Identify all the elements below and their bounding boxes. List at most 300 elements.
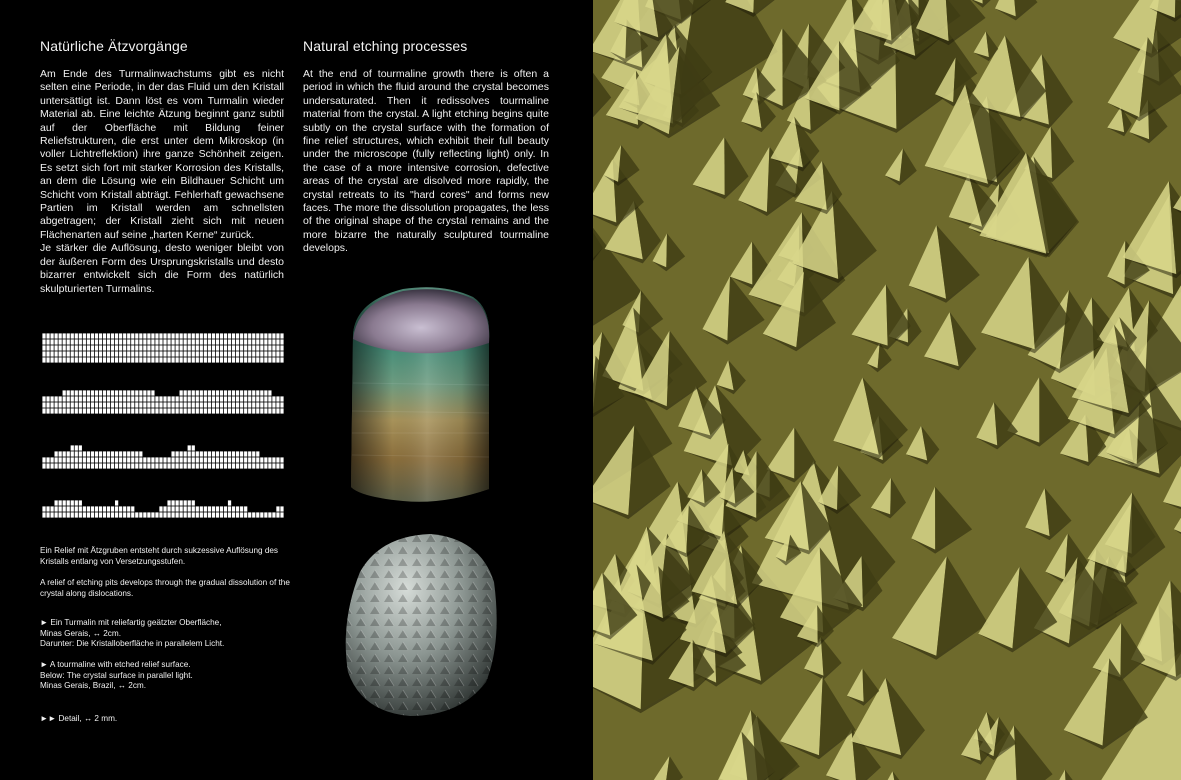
diagram-cell — [224, 357, 227, 362]
diagram-cell — [192, 396, 195, 401]
diagram-cell — [143, 333, 146, 338]
diagram-cell — [180, 396, 183, 401]
diagram-cell — [79, 512, 82, 517]
diagram-cell — [143, 396, 146, 401]
diagram-cell — [248, 451, 251, 456]
diagram-cell — [208, 339, 211, 344]
diagram-cell — [127, 339, 130, 344]
diagram-cell — [67, 408, 70, 413]
diagram-cell — [50, 408, 53, 413]
diagram-cell — [59, 345, 62, 350]
diagram-cell — [111, 396, 114, 401]
diagram-cell — [236, 345, 239, 350]
diagram-cell — [123, 457, 126, 462]
diagram-cell — [83, 457, 86, 462]
diagram-cell — [244, 457, 247, 462]
diagram-cell — [71, 402, 74, 407]
diagram-cell — [79, 333, 82, 338]
diagram-cell — [192, 463, 195, 468]
diagram-cell — [192, 457, 195, 462]
diagram-cell — [200, 339, 203, 344]
diagram-cell — [224, 333, 227, 338]
diagram-cell — [244, 408, 247, 413]
diagram-cell — [163, 463, 166, 468]
diagram-cell — [103, 463, 106, 468]
diagram-cell — [46, 512, 49, 517]
diagram-cell — [46, 402, 49, 407]
diagram-cell — [59, 357, 62, 362]
diagram-cell — [131, 463, 134, 468]
diagram-cell — [155, 339, 158, 344]
diagram-cell — [280, 345, 283, 350]
diagram-cell — [123, 351, 126, 356]
diagram-cell — [272, 408, 275, 413]
diagram-cell — [192, 506, 195, 511]
diagram-cell — [272, 396, 275, 401]
diagram-cell — [42, 463, 45, 468]
diagram-cell — [147, 357, 150, 362]
photo-caption-en-line: Below: The crystal surface in parallel light. — [40, 670, 193, 680]
diagram-cell — [252, 457, 255, 462]
diagram-cell — [87, 351, 90, 356]
diagram-cell — [95, 408, 98, 413]
diagram-cell — [196, 451, 199, 456]
diagram-cell — [248, 357, 251, 362]
diagram-cell — [139, 396, 142, 401]
diagram-cell — [200, 451, 203, 456]
diagram-cell — [79, 506, 82, 511]
diagram-cell — [135, 451, 138, 456]
diagram-cell — [244, 357, 247, 362]
diagram-cell — [59, 396, 62, 401]
diagram-cell — [135, 345, 138, 350]
diagram-cell — [119, 345, 122, 350]
diagram-cell — [184, 357, 187, 362]
diagram-cell — [228, 390, 231, 395]
diagram-cell — [192, 333, 195, 338]
diagram-cell — [272, 351, 275, 356]
diagram-cell — [59, 351, 62, 356]
diagram-cell — [220, 357, 223, 362]
diagram-cell — [59, 512, 62, 517]
diagram-cell — [232, 506, 235, 511]
diagram-cell — [240, 333, 243, 338]
diagram-cell — [71, 512, 74, 517]
diagram-cell — [111, 345, 114, 350]
diagram-cell — [119, 506, 122, 511]
diagram-cell — [119, 339, 122, 344]
diagram-cell — [196, 506, 199, 511]
diagram-cell — [91, 390, 94, 395]
diagram-cell — [67, 345, 70, 350]
diagram-cell — [46, 463, 49, 468]
diagram-cell — [75, 390, 78, 395]
diagram-cell — [171, 396, 174, 401]
diagram-cell — [79, 357, 82, 362]
diagram-cell — [208, 357, 211, 362]
diagram-cell — [272, 457, 275, 462]
diagram-cell — [59, 463, 62, 468]
diagram-cell — [123, 390, 126, 395]
diagram-cell — [159, 357, 162, 362]
diagram-cell — [252, 451, 255, 456]
diagram-cell — [42, 402, 45, 407]
diagram-cell — [135, 402, 138, 407]
diagram-cell — [260, 357, 263, 362]
diagram-cell — [87, 463, 90, 468]
diagram-cell — [71, 445, 74, 450]
etched-surface-detail-photo — [593, 0, 1181, 780]
diagram-cell — [167, 339, 170, 344]
diagram-cell — [264, 333, 267, 338]
diagram-cell — [256, 345, 259, 350]
diagram-cell — [204, 457, 207, 462]
diagram-cell — [252, 512, 255, 517]
diagram-cell — [260, 457, 263, 462]
diagram-cell — [212, 333, 215, 338]
diagram-cell — [272, 333, 275, 338]
diagram-cell — [139, 451, 142, 456]
diagram-cell — [87, 512, 90, 517]
diagram-cell — [272, 463, 275, 468]
diagram-cell — [50, 345, 53, 350]
diagram-cell — [204, 351, 207, 356]
diagram-cell — [204, 396, 207, 401]
dissolution-diagram-stage-1 — [42, 333, 284, 363]
diagram-cell — [260, 345, 263, 350]
diagram-cell — [159, 396, 162, 401]
diagram-cell — [244, 463, 247, 468]
diagram-cell — [147, 402, 150, 407]
diagram-cell — [184, 512, 187, 517]
diagram-cell — [176, 500, 179, 505]
diagram-cell — [208, 402, 211, 407]
german-heading: Natürliche Ätzvorgänge — [40, 38, 188, 54]
diagram-cell — [208, 345, 211, 350]
diagram-cell — [248, 339, 251, 344]
diagram-cell — [151, 390, 154, 395]
diagram-cell — [135, 333, 138, 338]
diagram-cell — [204, 333, 207, 338]
diagram-cell — [139, 333, 142, 338]
diagram-cell — [83, 396, 86, 401]
diagram-cell — [196, 390, 199, 395]
diagram-cell — [83, 408, 86, 413]
diagram-cell — [131, 351, 134, 356]
diagram-cell — [196, 357, 199, 362]
diagram-cell — [151, 351, 154, 356]
diagram-cell — [224, 512, 227, 517]
diagram-cell — [167, 408, 170, 413]
diagram-cell — [268, 457, 271, 462]
diagram-cell — [107, 512, 110, 517]
diagram-cell — [232, 345, 235, 350]
diagram-cell — [143, 408, 146, 413]
diagram-cell — [212, 351, 215, 356]
diagram-cell — [115, 463, 118, 468]
diagram-cell — [276, 396, 279, 401]
diagram-cell — [256, 451, 259, 456]
diagram-cell — [240, 402, 243, 407]
diagram-cell — [260, 333, 263, 338]
diagram-cell — [188, 506, 191, 511]
diagram-cell — [111, 451, 114, 456]
diagram-cell — [115, 345, 118, 350]
diagram-cell — [268, 351, 271, 356]
diagram-cell — [167, 345, 170, 350]
photo-caption-german — [40, 618, 290, 650]
diagram-cell — [111, 390, 114, 395]
tourmaline-crystal-photo — [343, 283, 495, 505]
diagram-cell — [107, 451, 110, 456]
diagram-cell — [42, 333, 45, 338]
diagram-cell — [171, 500, 174, 505]
diagram-cell — [272, 345, 275, 350]
diagram-cell — [119, 408, 122, 413]
diagram-cell — [95, 333, 98, 338]
diagram-cell — [176, 339, 179, 344]
diagram-cell — [256, 463, 259, 468]
diagram-cell — [232, 390, 235, 395]
english-heading: Natural etching processes — [303, 38, 468, 54]
diagram-cell — [264, 357, 267, 362]
diagram-cell — [232, 463, 235, 468]
diagram-cell — [42, 457, 45, 462]
diagram-cell — [220, 402, 223, 407]
diagram-cell — [79, 351, 82, 356]
diagram-cell — [91, 402, 94, 407]
diagram-cell — [139, 357, 142, 362]
diagram-cell — [91, 333, 94, 338]
diagram-cell — [216, 357, 219, 362]
diagram-cell — [50, 506, 53, 511]
diagram-cell — [188, 402, 191, 407]
diagram-cell — [99, 408, 102, 413]
diagram-cell — [71, 408, 74, 413]
diagram-cell — [212, 457, 215, 462]
diagram-cell — [50, 512, 53, 517]
diagram-cell — [91, 512, 94, 517]
diagram-cell — [196, 457, 199, 462]
diagram-cell — [75, 402, 78, 407]
diagram-cell — [184, 396, 187, 401]
diagram-cell — [131, 408, 134, 413]
diagram-cell — [50, 457, 53, 462]
diagram-cell — [127, 345, 130, 350]
diagram-cell — [46, 457, 49, 462]
diagram-cell — [46, 345, 49, 350]
diagram-cell — [79, 451, 82, 456]
diagram-cell — [95, 390, 98, 395]
diagram-cell — [67, 339, 70, 344]
diagram-cell — [260, 512, 263, 517]
diagram-cell — [95, 345, 98, 350]
diagram-cell — [87, 333, 90, 338]
diagram-cell — [50, 402, 53, 407]
diagram-cell — [236, 402, 239, 407]
diagram-cell — [228, 500, 231, 505]
diagram-cell — [220, 457, 223, 462]
diagram-cell — [216, 402, 219, 407]
diagram-cell — [155, 333, 158, 338]
diagram-cell — [268, 390, 271, 395]
diagram-cell — [268, 396, 271, 401]
diagram-cell — [123, 357, 126, 362]
diagram-cell — [276, 512, 279, 517]
diagram-cell — [103, 333, 106, 338]
diagram-cell — [188, 500, 191, 505]
diagram-cell — [127, 506, 130, 511]
diagram-cell — [244, 451, 247, 456]
diagram-cell — [240, 357, 243, 362]
diagram-cell — [63, 408, 66, 413]
diagram-cell — [163, 339, 166, 344]
diagram-cell — [99, 396, 102, 401]
diagram-cell — [176, 333, 179, 338]
diagram-cell — [131, 390, 134, 395]
diagram-cell — [204, 408, 207, 413]
diagram-cell — [228, 357, 231, 362]
diagram-cell — [188, 351, 191, 356]
diagram-cell — [147, 351, 150, 356]
diagram-cell — [176, 408, 179, 413]
diagram-cell — [163, 351, 166, 356]
diagram-cell — [151, 333, 154, 338]
diagram-cell — [111, 506, 114, 511]
photo-caption-de-line: Minas Gerais, ↔ 2cm. — [40, 628, 121, 638]
diagram-cell — [232, 408, 235, 413]
diagram-cell — [103, 402, 106, 407]
diagram-cell — [107, 402, 110, 407]
diagram-cell — [256, 408, 259, 413]
diagram-cell — [67, 396, 70, 401]
diagram-cell — [143, 457, 146, 462]
diagram-cell — [107, 463, 110, 468]
diagram-cell — [208, 457, 211, 462]
diagram-cell — [216, 396, 219, 401]
diagram-cell — [184, 390, 187, 395]
diagram-cell — [252, 333, 255, 338]
diagram-cell — [46, 396, 49, 401]
diagram-cell — [236, 451, 239, 456]
diagram-cell — [188, 457, 191, 462]
diagram-cell — [111, 512, 114, 517]
diagram-cell — [71, 457, 74, 462]
diagram-cell — [127, 333, 130, 338]
diagram-cell — [139, 463, 142, 468]
diagram-cell — [91, 345, 94, 350]
diagram-cell — [280, 408, 283, 413]
diagram-cell — [111, 351, 114, 356]
diagram-cell — [163, 333, 166, 338]
diagram-cell — [228, 333, 231, 338]
diagram-cell — [75, 339, 78, 344]
dissolution-diagram-stage-4 — [42, 488, 284, 518]
diagram-cell — [46, 339, 49, 344]
diagram-cell — [46, 333, 49, 338]
diagram-cell — [188, 333, 191, 338]
diagram-cell — [87, 451, 90, 456]
diagram-cell — [188, 396, 191, 401]
diagram-cell — [167, 512, 170, 517]
diagram-cell — [143, 512, 146, 517]
photo-caption-de-line: Darunter: Die Kristalloberfläche in parallelem Licht. — [40, 639, 225, 649]
diagram-cell — [107, 339, 110, 344]
diagram-cell — [159, 339, 162, 344]
diagram-cell — [99, 402, 102, 407]
diagram-cell — [95, 351, 98, 356]
diagram-cell — [115, 457, 118, 462]
diagram-cell — [248, 390, 251, 395]
diagram-cell — [192, 402, 195, 407]
diagram-cell — [147, 457, 150, 462]
diagram-cell — [216, 451, 219, 456]
diagram-cell — [59, 500, 62, 505]
diagram-cell — [42, 351, 45, 356]
diagram-cell — [119, 402, 122, 407]
diagram-cell — [228, 451, 231, 456]
diagram-cell — [87, 408, 90, 413]
diagram-cell — [99, 463, 102, 468]
diagram-cell — [79, 402, 82, 407]
diagram-cell — [200, 457, 203, 462]
diagram-cell — [95, 402, 98, 407]
diagram-cell — [204, 512, 207, 517]
diagram-cell — [50, 463, 53, 468]
diagram-cell — [103, 506, 106, 511]
diagram-cell — [55, 408, 58, 413]
diagram-cell — [176, 402, 179, 407]
diagram-cell — [123, 506, 126, 511]
diagram-cell — [216, 351, 219, 356]
diagram-cell — [91, 463, 94, 468]
diagram-cell — [151, 512, 154, 517]
diagram-cell — [111, 357, 114, 362]
diagram-cell — [59, 506, 62, 511]
diagram-cell — [208, 333, 211, 338]
diagram-cell — [244, 351, 247, 356]
german-paragraph-1: Am Ende des Turmalinwachstums gibt es nicht selten eine Periode, in der das Fluid um den Kristall untersättigt ist. Dann löst es vom Turmalin wieder Material ab. Eine leichte Ätzung beginnt ganz subtil auf der Oberfläche mit Bildung feiner Reliefstrukturen, die erst unter dem Mikroskop (in voller Lichtreflektion) ihre ganze Schönheit zeigen. Es setzt sich fort mit starker Korrosion des Kristalls, an dem die Lösung wie ein Bildhauer Schicht um Schicht vom Kristall abträgt. Fehlerhaft gewachsene Partien im Kristall werden am schnellsten abgetragen; der Kristall zieht sich mit neuen Flächenarten auf seine „harten Kerne“ zurück. — [40, 68, 284, 241]
photo-caption-en-line: Minas Gerais, Brazil, ↔ 2cm. — [40, 681, 147, 691]
diagram-cell — [91, 396, 94, 401]
diagram-cell — [171, 345, 174, 350]
english-paragraph: At the end of tourmaline growth there is often a period in which the fluid around the crystal becomes undersaturated. Then it redissolves tourmaline material from the crystal. A light etching begins quite subtly on the crystal surface with the formation of fine relief structures, which exhibit their full beauty under the microscope (fully reflecting light) only. In the case of a more intensive corrosion, defective areas of the crystal are disolved more rapidly, the crystal retreats to its "hard cores" and forms new faces. The more the dissolution propagates, the less of the original shape of the crystal remains and the more bizarre the naturally sculptured tourmaline develops. — [303, 68, 549, 255]
diagram-cell — [42, 506, 45, 511]
diagram-cell — [264, 512, 267, 517]
diagram-cell — [216, 339, 219, 344]
diagram-cell — [147, 390, 150, 395]
diagram-cell — [75, 396, 78, 401]
diagram-cell — [155, 357, 158, 362]
diagram-cell — [123, 333, 126, 338]
diagram-cell — [99, 390, 102, 395]
diagram-cell — [119, 351, 122, 356]
diagram-cell — [216, 463, 219, 468]
diagram-cell — [83, 357, 86, 362]
diagram-cell — [79, 396, 82, 401]
diagram-cell — [135, 351, 138, 356]
diagram-cell — [216, 506, 219, 511]
diagram-cell — [135, 457, 138, 462]
diagram-cell — [252, 408, 255, 413]
diagram-cell — [208, 408, 211, 413]
diagram-cell — [139, 351, 142, 356]
diagram-cell — [59, 402, 62, 407]
diagram-cell — [55, 345, 58, 350]
diagram-cell — [212, 339, 215, 344]
diagram-cell — [151, 339, 154, 344]
diagram-cell — [123, 512, 126, 517]
